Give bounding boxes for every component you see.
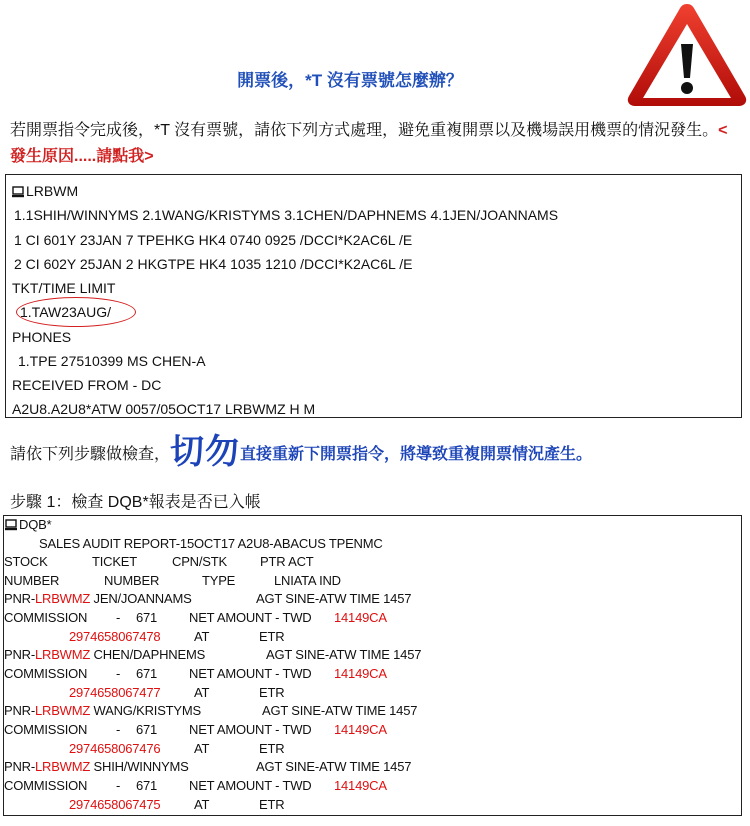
- entry-dash: -: [116, 666, 121, 681]
- pnr-code: LRBWMZ: [34, 591, 91, 606]
- pnr-line-0: LRBWM: [26, 183, 79, 199]
- pnr-line-4: TKT/TIME LIMIT: [12, 280, 116, 296]
- cause-link[interactable]: <發生原因.....請點我>: [10, 122, 728, 165]
- instruction-suffix: 直接重新下開票指令，將導致重複開票情況產生。: [240, 446, 593, 463]
- col2-lniata: LNIATA IND: [274, 573, 341, 588]
- entry-net: NET AMOUNT - TWD: [189, 666, 312, 681]
- entry-amount: 14149CA: [334, 610, 387, 625]
- entry-pnr-line: PNR-LRBWMZ WANG/KRISTYMS: [4, 703, 201, 718]
- dqb-report-box: [3, 515, 742, 816]
- pnr-code: LRBWMZ: [34, 703, 91, 718]
- entry-net: NET AMOUNT - TWD: [189, 778, 312, 793]
- entry-ticket: 2974658067477: [69, 685, 161, 700]
- pnr-line-3: 2 CI 602Y 25JAN 2 HKGTPE HK4 1035 1210 /DCCI*K2AC6L /E: [14, 256, 413, 272]
- pnr-line-6: PHONES: [12, 329, 72, 345]
- pnr-display-box: [5, 174, 742, 418]
- entry-amount: 14149CA: [334, 778, 387, 793]
- entry-commission: COMMISSION: [4, 610, 88, 625]
- pnr-line-9: A2U8.A2U8*ATW 0057/05OCT17 LRBWMZ H M: [12, 401, 316, 417]
- entry-dash: -: [116, 778, 121, 793]
- entry-agt: AGT SINE-ATW TIME 1457: [256, 759, 412, 774]
- dqb-cmd: DQB*: [19, 517, 52, 532]
- entry-num: 671: [136, 666, 158, 681]
- entry-pnr-line: PNR-LRBWMZ SHIH/WINNYMS: [4, 759, 189, 774]
- entry-agt: AGT SINE-ATW TIME 1457: [262, 703, 418, 718]
- entry-dash: -: [116, 722, 121, 737]
- col2-number: NUMBER: [4, 573, 60, 588]
- entry-ticket: 2974658067478: [69, 629, 161, 644]
- entry-net: NET AMOUNT - TWD: [189, 722, 312, 737]
- entry-agt: AGT SINE-ATW TIME 1457: [256, 591, 412, 606]
- entry-at: AT: [194, 629, 210, 644]
- pnr-code: LRBWMZ: [34, 647, 91, 662]
- dqb-header: SALES AUDIT REPORT-15OCT17 A2U8-ABACUS TPENMC: [39, 536, 383, 551]
- entry-ticket: 2974658067476: [69, 741, 161, 756]
- entry-etr: ETR: [259, 629, 285, 644]
- entry-at: AT: [194, 797, 210, 812]
- pnr-code: LRBWMZ: [34, 759, 91, 774]
- step1-heading: 步驟 1：檢查 DQB*報表是否已入帳: [10, 494, 261, 511]
- entry-amount: 14149CA: [334, 722, 387, 737]
- entry-num: 671: [136, 778, 158, 793]
- col2-number2: NUMBER: [104, 573, 160, 588]
- entry-agt: AGT SINE-ATW TIME 1457: [266, 647, 422, 662]
- entry-at: AT: [194, 685, 210, 700]
- pnr-line-7: 1.TPE 27510399 MS CHEN-A: [18, 353, 206, 369]
- pnr-line-2: 1 CI 601Y 23JAN 7 TPEHKG HK4 0740 0925 /DCCI*K2AC6L /E: [14, 232, 413, 248]
- entry-net: NET AMOUNT - TWD: [189, 610, 312, 625]
- pnr-line-5: 1.TAW23AUG/: [20, 304, 112, 320]
- entry-etr: ETR: [259, 741, 285, 756]
- col1-ticket: TICKET: [92, 554, 138, 569]
- col1-ptr: PTR ACT: [260, 554, 314, 569]
- entry-pnr-line: PNR-LRBWMZ CHEN/DAPHNEMS: [4, 647, 206, 662]
- warning-icon: [624, 0, 750, 108]
- terminal-icon: [5, 519, 17, 531]
- col1-stock: STOCK: [4, 554, 48, 569]
- page-title: 開票後，*T 沒有票號怎麼辦？: [237, 71, 463, 90]
- intro-text: 若開票指令完成後，*T 沒有票號，請依下列方式處理，避免重複開票以及機場誤用機票的情況發生。: [10, 122, 719, 139]
- pnr-line-8: RECEIVED FROM - DC: [12, 377, 162, 393]
- dqb-cmd-line: [5, 517, 51, 533]
- col1-cpn: CPN/STK: [172, 554, 227, 569]
- entry-amount: 14149CA: [334, 666, 387, 681]
- terminal-icon: [12, 186, 24, 198]
- entry-dash: -: [116, 610, 121, 625]
- entry-at: AT: [194, 741, 210, 756]
- pnr-line-1: 1.1SHIH/WINNYMS 2.1WANG/KRISTYMS 3.1CHEN/DAPHNEMS 4.1JEN/JOANNAMS: [14, 207, 559, 223]
- instruction-line: [10, 432, 592, 475]
- entry-etr: ETR: [259, 797, 285, 812]
- entry-num: 671: [136, 722, 158, 737]
- instruction-prefix: 請依下列步驟做檢查，: [10, 446, 171, 463]
- intro-paragraph: [10, 118, 738, 170]
- entry-commission: COMMISSION: [4, 666, 88, 681]
- entry-commission: COMMISSION: [4, 778, 88, 793]
- col2-type: TYPE: [202, 573, 236, 588]
- pnr-cmd-line: [12, 182, 78, 200]
- entry-commission: COMMISSION: [4, 722, 88, 737]
- entry-num: 671: [136, 610, 158, 625]
- entry-etr: ETR: [259, 685, 285, 700]
- entry-pnr-line: PNR-LRBWMZ JEN/JOANNAMS: [4, 591, 192, 606]
- instruction-emphasis: 切勿: [170, 433, 241, 471]
- entry-ticket: 2974658067475: [69, 797, 161, 812]
